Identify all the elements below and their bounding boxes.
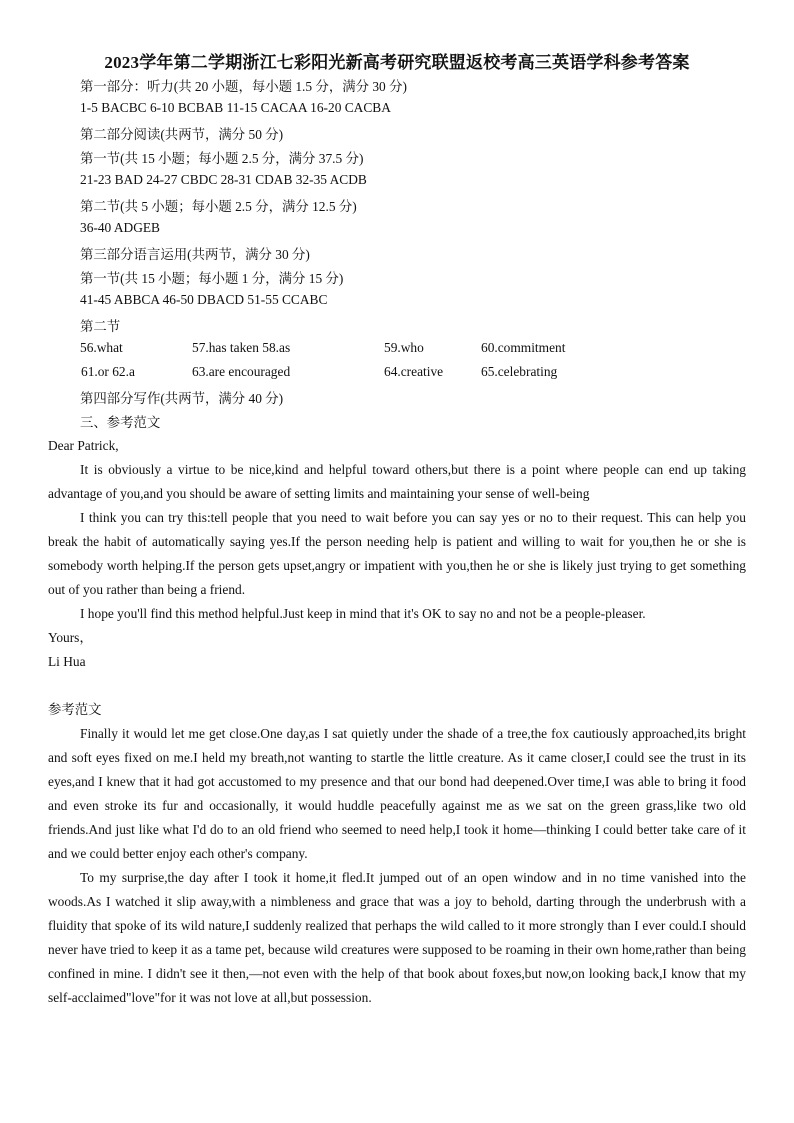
part3-section1-answers: 41-45 ABBCA 46-50 DBACD 51-55 CCABC: [80, 292, 328, 307]
part2-heading: 第二部分阅读(共两节，满分 50 分): [80, 127, 284, 142]
fill-answer: 65.celebrating: [481, 364, 558, 379]
continuation-heading: 参考范文: [48, 702, 102, 717]
sample-essay-heading: 三、参考范文: [80, 415, 161, 430]
part1-heading: 第一部分：听力(共 20 小题，每小题 1.5 分，满分 30 分): [80, 79, 407, 94]
letter-paragraph: I hope you'll find this method helpful.Just keep in mind that it's OK to say no and not be a people-pleaser.: [80, 606, 646, 621]
sample-letter: [48, 434, 746, 674]
part2-section1-answers: 21-23 BAD 24-27 CBDC 28-31 CDAB 32-35 ACDB: [80, 172, 367, 187]
fill-answer: 63.are encouraged: [192, 364, 291, 379]
part3-section2-heading: 第二节: [80, 319, 121, 334]
part1-answers: 1-5 BACBC 6-10 BCBAB 11-15 CACAA 16-20 CACBA: [80, 100, 391, 115]
letter-closing: Yours，: [48, 630, 93, 645]
fill-answer: 56.what: [80, 340, 123, 355]
fill-answer: 57.has taken 58.as: [192, 340, 291, 355]
fill-answer: 64.creative: [384, 364, 444, 379]
letter-paragraph: It is obviously a virtue to be nice,kind and helpful toward others,but there is a point where people can end up taking advantage of you,and you should be aware of setting limits and maintaining your sense of well-being: [48, 462, 746, 501]
page-title: 2023学年第二学期浙江七彩阳光新高考研究联盟返校考高三英语学科参考答案: [104, 53, 690, 72]
continuation-essay: [48, 698, 746, 1010]
part2-section1-heading: 第一节(共 15 小题；每小题 2.5 分，满分 37.5 分): [80, 151, 364, 166]
continuation-paragraph: Finally it would let me get close.One day,as I sat quietly under the shade of a tree,the fox cautiously approached,its bright and soft eyes fixed on me.I held my breath,not wanting to startle the little creature. As it came closer,I could see the trust in its eyes,and I knew that it had got accustomed to my presence and that our bond had deepened.Over time,I was able to bring it food and even stroke its fur and occasionally, it would huddle peacefully against me as we sat on the green grass,like two old friends.And just like what I'd do to an old friend who seemed to need help,I took it home—thinking I could better take care of it and we could better enjoy each other's company.: [48, 726, 746, 861]
fill-answer: 60.commitment: [481, 340, 566, 355]
part4-heading: 第四部分写作(共两节，满分 40 分): [80, 391, 284, 406]
part2-section2-heading: 第二节(共 5 小题；每小题 2.5 分，满分 12.5 分): [80, 199, 357, 214]
continuation-paragraph: To my surprise,the day after I took it home,it fled.It jumped out of an open window and in no time vanished into the woods.As I watched it slip away,with a nimbleness and grace that was a joy to behold, darting through the underbrush with a fluidity that spoke of its wild nature,I suddenly realized that perhaps the wild called to it more strongly than I ever could.I should never have tried to keep it as a tame pet, because wild creatures were supposed to be roaming in their own home,rather than being confined in mine. I didn't see it then,—not even with the help of that book about foxes,but now,on looking back,I know that my self-acclaimed"love"for it was not love at all,but possession.: [48, 870, 746, 1005]
letter-salutation: Dear Patrick,: [48, 438, 119, 453]
letter-signature: Li Hua: [48, 654, 86, 669]
fill-answer: 59.who: [384, 340, 424, 355]
fill-answer: 61.or 62.a: [81, 364, 135, 379]
part3-heading: 第三部分语言运用(共两节，满分 30 分): [80, 247, 310, 262]
letter-paragraph: I think you can try this:tell people that you need to wait before you can say yes or no to their request. This can help you break the habit of automatically saying yes.If the person needing help is patient and willing to wait for you,then he or she is somebody worth helping.If the person gets upset,angry or impatient with you,then he or she is likely just trying to get something out of you rather than being a friend.: [48, 510, 746, 597]
part3-section1-heading: 第一节(共 15 小题；每小题 1 分，满分 15 分): [80, 271, 344, 286]
part2-section2-answers: 36-40 ADGEB: [80, 220, 160, 235]
